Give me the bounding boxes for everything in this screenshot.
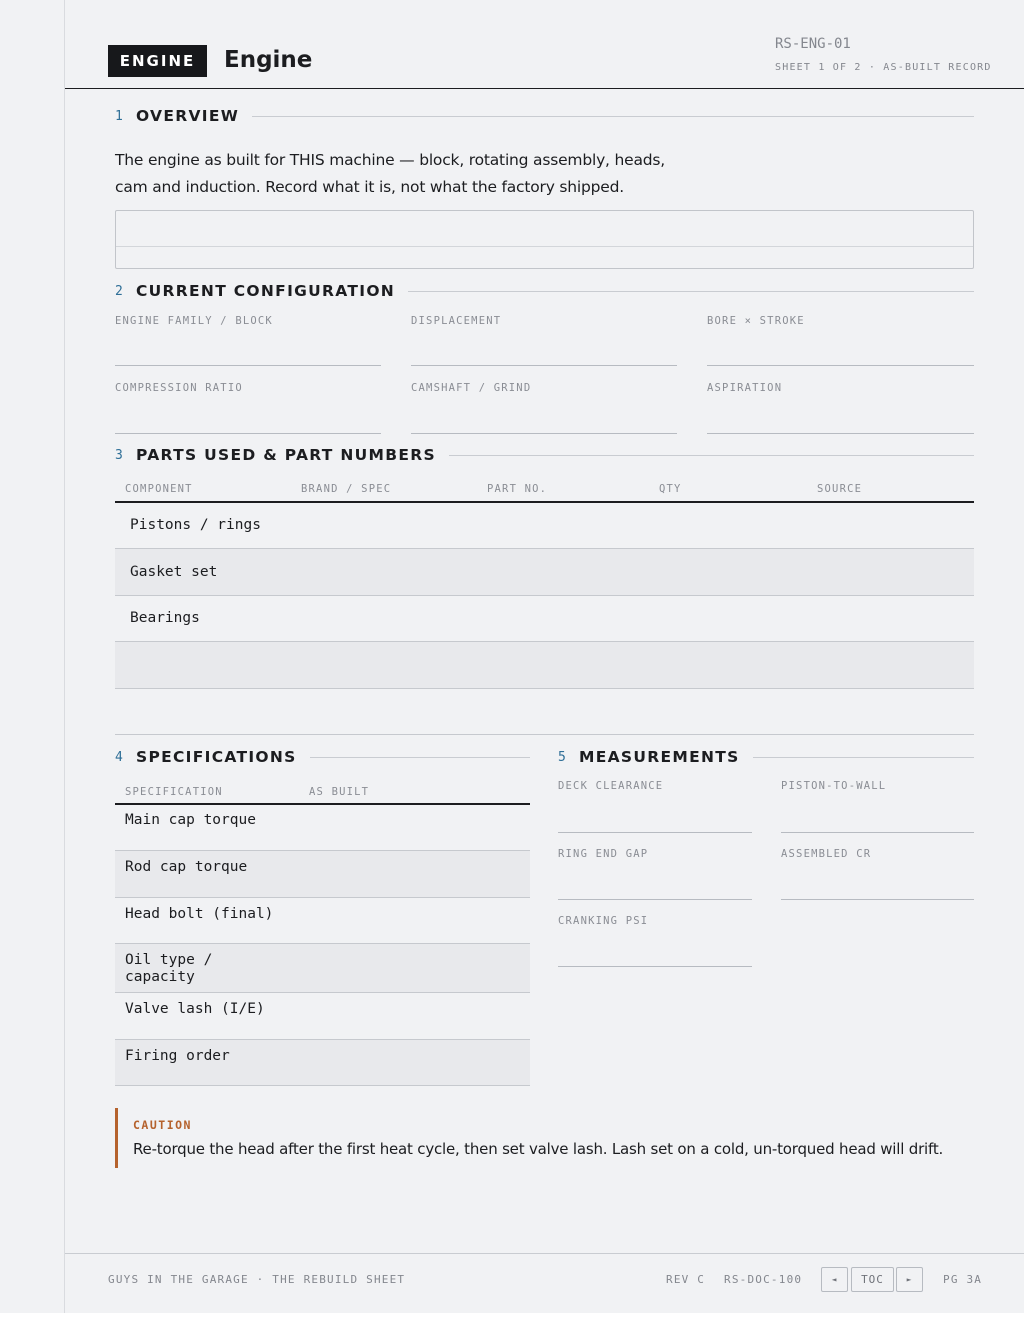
column-header-component: COMPONENT <box>125 483 193 495</box>
footer-brand: GUYS IN THE GARAGE · THE REBUILD SHEET <box>108 1273 406 1286</box>
section-rule <box>252 116 974 117</box>
field-label-ring-end-gap: RING END GAP <box>558 848 649 860</box>
field-bore-stroke[interactable] <box>707 365 974 366</box>
section-heading-specifications <box>115 748 530 766</box>
document-number: RS-ENG-01 <box>775 36 851 52</box>
page-header <box>65 0 1024 89</box>
table-row[interactable] <box>115 993 530 1040</box>
column-header-source: SOURCE <box>817 483 863 495</box>
row-label: Pistons / rings <box>130 517 261 533</box>
field-label-piston-to-wall: PISTON-TO-WALL <box>781 780 887 792</box>
field-label-cranking-psi: CRANKING PSI <box>558 915 649 927</box>
table-row[interactable] <box>115 944 530 993</box>
row-label: Oil type / capacity <box>125 952 213 985</box>
section-rule <box>449 455 974 456</box>
field-label-bore-stroke: BORE × STROKE <box>707 315 805 327</box>
toc-button[interactable]: TOC <box>851 1267 894 1292</box>
field-cranking-psi[interactable] <box>558 966 752 967</box>
field-deck-clearance[interactable] <box>558 832 752 833</box>
table-row[interactable] <box>115 898 530 944</box>
writing-line <box>116 246 973 247</box>
row-label: Gasket set <box>130 564 218 580</box>
table-row[interactable] <box>115 502 974 549</box>
section-heading-measurements <box>558 748 974 766</box>
row-label: Firing order <box>125 1048 230 1064</box>
column-header-as-built: AS BUILT <box>309 786 370 798</box>
section-number: 4 <box>115 749 123 765</box>
field-label-deck-clearance: DECK CLEARANCE <box>558 780 664 792</box>
field-label-assembled-cr: ASSEMBLED CR <box>781 848 872 860</box>
row-label: Main cap torque <box>125 812 256 828</box>
field-engine-family[interactable] <box>115 365 381 366</box>
overview-text: The engine as built for THIS machine — block, rotating assembly, heads, cam and induction. Record what it is, not what the factory shipped. <box>115 151 665 196</box>
previous-page-button[interactable] <box>821 1267 848 1292</box>
section-rule <box>310 757 530 758</box>
field-label-camshaft: CAMSHAFT / GRIND <box>411 382 532 394</box>
section-heading-configuration <box>115 282 974 300</box>
table-row[interactable] <box>115 851 530 898</box>
column-header-specification: SPECIFICATION <box>125 786 223 798</box>
footer-doc-number: RS-DOC-100 <box>724 1273 803 1286</box>
table-row[interactable] <box>115 804 530 851</box>
caution-title: CAUTION <box>133 1118 192 1132</box>
footer-revision: REV C <box>666 1273 706 1286</box>
footer-rule <box>65 1253 1024 1254</box>
arrow-right-icon: ► <box>906 1275 913 1284</box>
field-aspiration[interactable] <box>707 433 974 434</box>
section-badge: ENGINE <box>108 45 207 77</box>
row-label: Head bolt (final) <box>125 906 274 922</box>
section-rule <box>753 757 974 758</box>
arrow-left-icon: ◄ <box>831 1275 838 1284</box>
section-title: SPECIFICATIONS <box>136 748 297 766</box>
table-row[interactable] <box>115 642 974 689</box>
field-label-aspiration: ASPIRATION <box>707 382 783 394</box>
footer-page-number: PG 3A <box>943 1273 983 1286</box>
overview-notes-field[interactable] <box>115 210 974 269</box>
section-heading-overview <box>115 107 974 125</box>
field-compression-ratio[interactable] <box>115 433 381 434</box>
field-label-displacement: DISPLACEMENT <box>411 315 502 327</box>
field-assembled-cr[interactable] <box>781 899 974 900</box>
field-ring-end-gap[interactable] <box>558 899 752 900</box>
caution-text: Re-torque the head after the first heat cycle, then set valve lash. Lash set on a cold, un-torqued head will drift. <box>133 1140 944 1158</box>
caution-callout <box>115 1108 974 1168</box>
field-camshaft[interactable] <box>411 433 677 434</box>
row-label: Bearings <box>130 610 200 626</box>
margin-rule <box>64 0 65 1313</box>
page-title: Engine <box>224 47 313 73</box>
column-header-qty: QTY <box>659 483 682 495</box>
table-row[interactable] <box>115 1040 530 1086</box>
section-number: 1 <box>115 108 123 124</box>
table-row[interactable] <box>115 549 974 596</box>
section-title: PARTS USED & PART NUMBERS <box>136 446 436 464</box>
field-label-compression-ratio: COMPRESSION RATIO <box>115 382 243 394</box>
section-number: 2 <box>115 283 123 299</box>
row-label: Valve lash (I/E) <box>125 1001 265 1017</box>
field-displacement[interactable] <box>411 365 677 366</box>
section-title: CURRENT CONFIGURATION <box>136 282 396 300</box>
column-header-brand-spec: BRAND / SPEC <box>301 483 392 495</box>
column-header-part-no: PART NO. <box>487 483 548 495</box>
row-label: Rod cap torque <box>125 859 248 875</box>
section-title: OVERVIEW <box>136 107 240 125</box>
section-title: MEASUREMENTS <box>579 748 740 766</box>
field-label-engine-family: ENGINE FAMILY / BLOCK <box>115 315 273 327</box>
section-number: 3 <box>115 447 123 463</box>
section-number: 5 <box>558 749 566 765</box>
divider <box>115 734 974 735</box>
table-row[interactable] <box>115 596 974 642</box>
section-heading-parts <box>115 446 974 464</box>
sheet-info: SHEET 1 OF 2 · AS-BUILT RECORD <box>775 62 992 73</box>
next-page-button[interactable] <box>896 1267 923 1292</box>
field-piston-to-wall[interactable] <box>781 832 974 833</box>
section-rule <box>408 291 974 292</box>
